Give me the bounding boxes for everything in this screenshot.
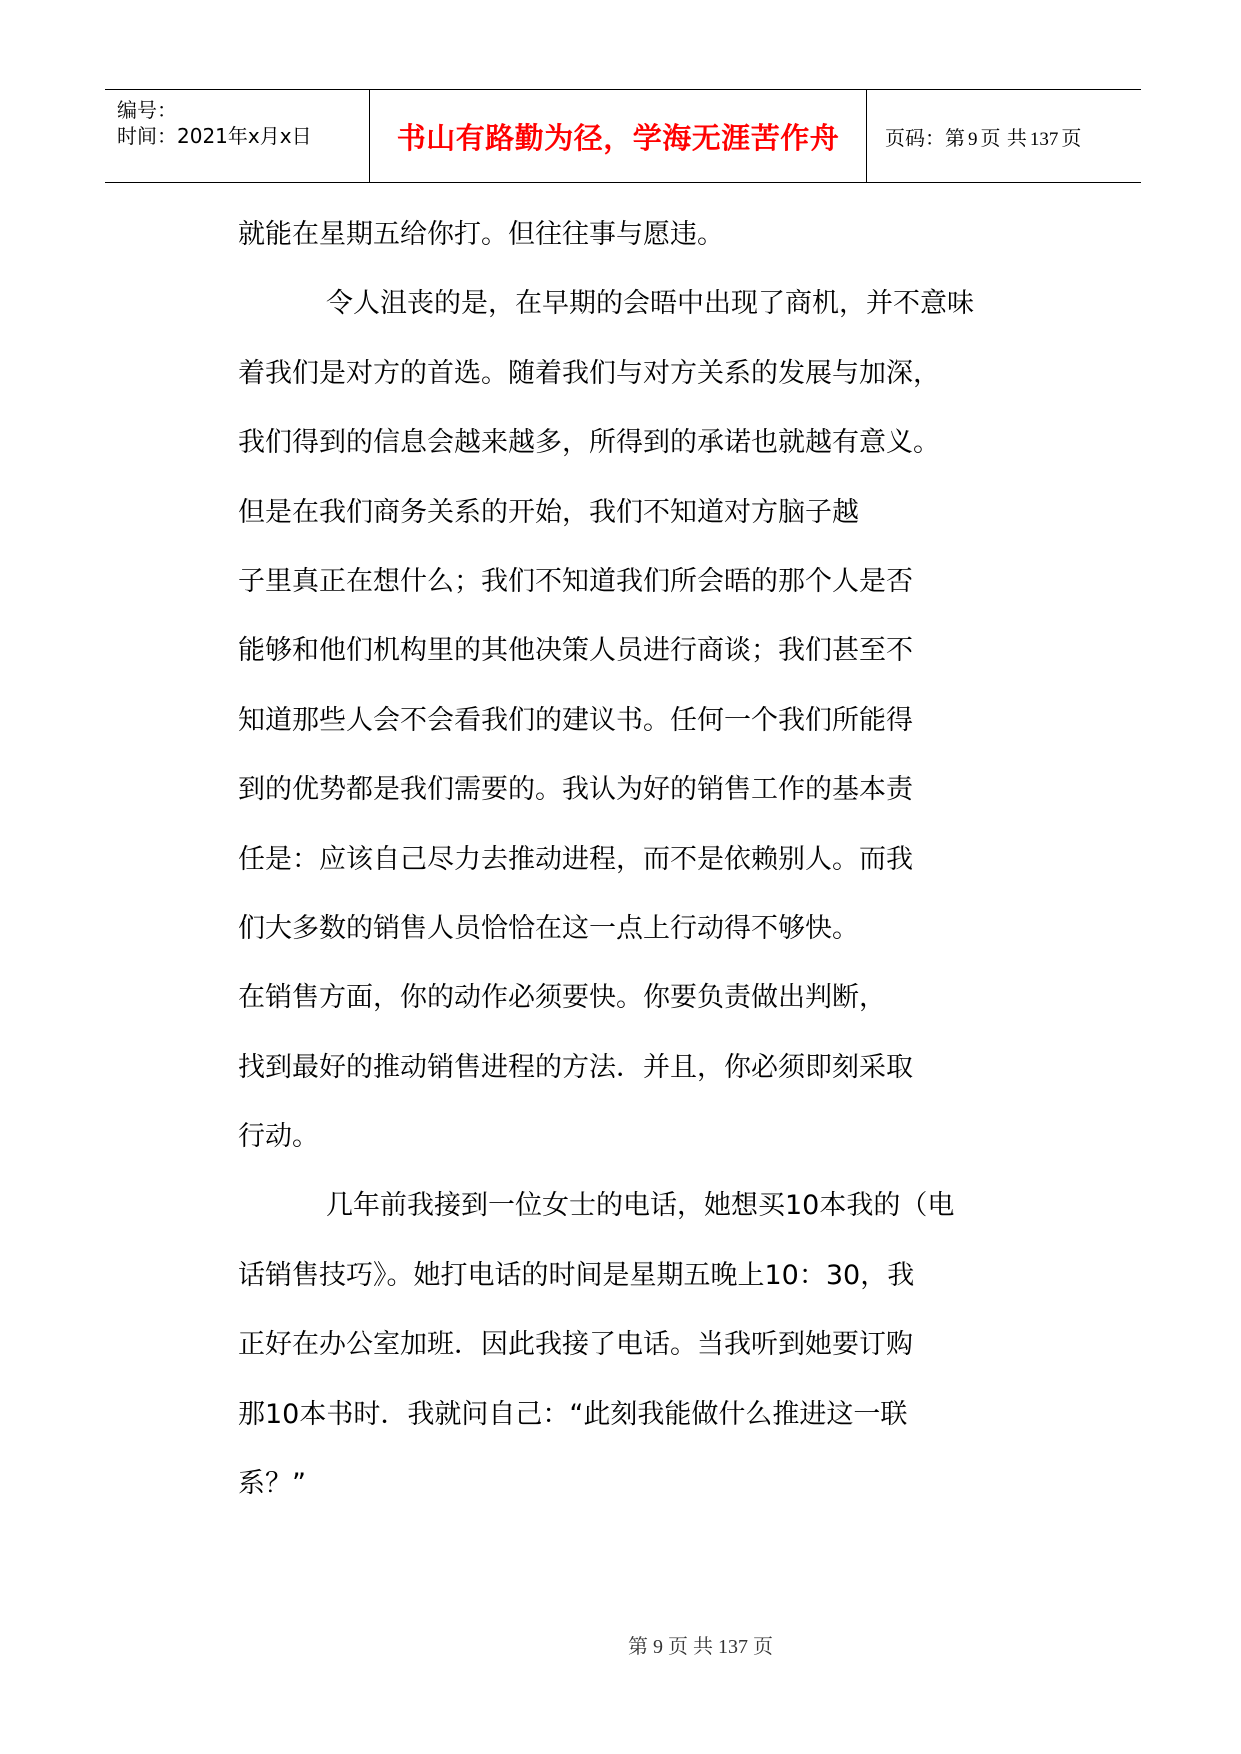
text-line: 就能在星期五给你打。但往往事与愿违。: [238, 219, 724, 250]
footer-page-total: 137: [718, 1636, 748, 1658]
header-page-suffix: 页: [1061, 125, 1082, 150]
text-line: 着我们是对方的首选。随着我们与对方关系的发展与加深，: [238, 357, 940, 389]
text-line: 任是：应该自己尽力去推动进程，而不是依赖别人。而我: [238, 843, 913, 875]
text-line: 我们得到的信息会越来越多，所得到的承诺也就越有意义。: [238, 427, 940, 459]
body-text: [238, 200, 1058, 1518]
header-page-prefix: 页码：第: [885, 125, 965, 150]
header-page-number: 9: [968, 128, 978, 150]
text-line: 能够和他们机构里的其他决策人员进行商谈；我们甚至不: [238, 635, 913, 667]
header-page-total: 137: [1029, 128, 1059, 150]
page-header: [105, 89, 1141, 183]
footer-mid: 页 共: [668, 1636, 713, 1658]
document-date: 时间：2021年x月x日: [117, 124, 312, 148]
text-line: 几年前我接到一位女士的电话，她想买10本我的（电: [326, 1190, 955, 1222]
header-page-mid: 页 共: [980, 125, 1027, 150]
text-line: 找到最好的推动销售进程的方法．并且，你必须即刻采取: [238, 1051, 913, 1083]
text-line: 令人沮丧的是，在早期的会晤中出现了商机，并不意味: [326, 288, 974, 320]
text-line: 话销售技巧》。她打电话的时间是星期五晚上10：30，我: [238, 1259, 915, 1291]
header-info-cell: [105, 90, 370, 182]
footer-page-number: 9: [653, 1636, 663, 1658]
header-motto-cell: [370, 90, 867, 182]
text-line: 但是在我们商务关系的开始，我们不知道对方脑子越: [238, 496, 859, 528]
text-line: 知道那些人会不会看我们的建议书。任何一个我们所能得: [238, 704, 913, 736]
footer-suffix: 页: [753, 1636, 773, 1658]
text-line: 系？”: [238, 1468, 306, 1500]
text-line: 们大多数的销售人员恰恰在这一点上行动得不够快。: [238, 912, 859, 944]
document-code-label: 编号：: [117, 98, 177, 122]
text-line: 那10本书时．我就问自己：“此刻我能做什么推进这一联: [238, 1398, 908, 1430]
text-line: 在销售方面，你的动作必须要快。你要负责做出判断，: [238, 982, 886, 1014]
text-line: 子里真正在想什么；我们不知道我们所会晤的那个人是否: [238, 565, 913, 597]
header-page-info: [885, 122, 1081, 151]
text-line: 正好在办公室加班．因此我接了电话。当我听到她要订购: [238, 1329, 913, 1361]
header-page-cell: [867, 90, 1141, 182]
header-motto: 书山有路勤为径，学海无涯苦作舟: [396, 120, 840, 155]
text-line: 行动。: [238, 1121, 319, 1153]
footer-prefix: 第: [628, 1636, 648, 1658]
page-footer: [0, 1630, 1241, 1659]
text-line: 到的优势都是我们需要的。我认为好的销售工作的基本责: [238, 774, 913, 806]
